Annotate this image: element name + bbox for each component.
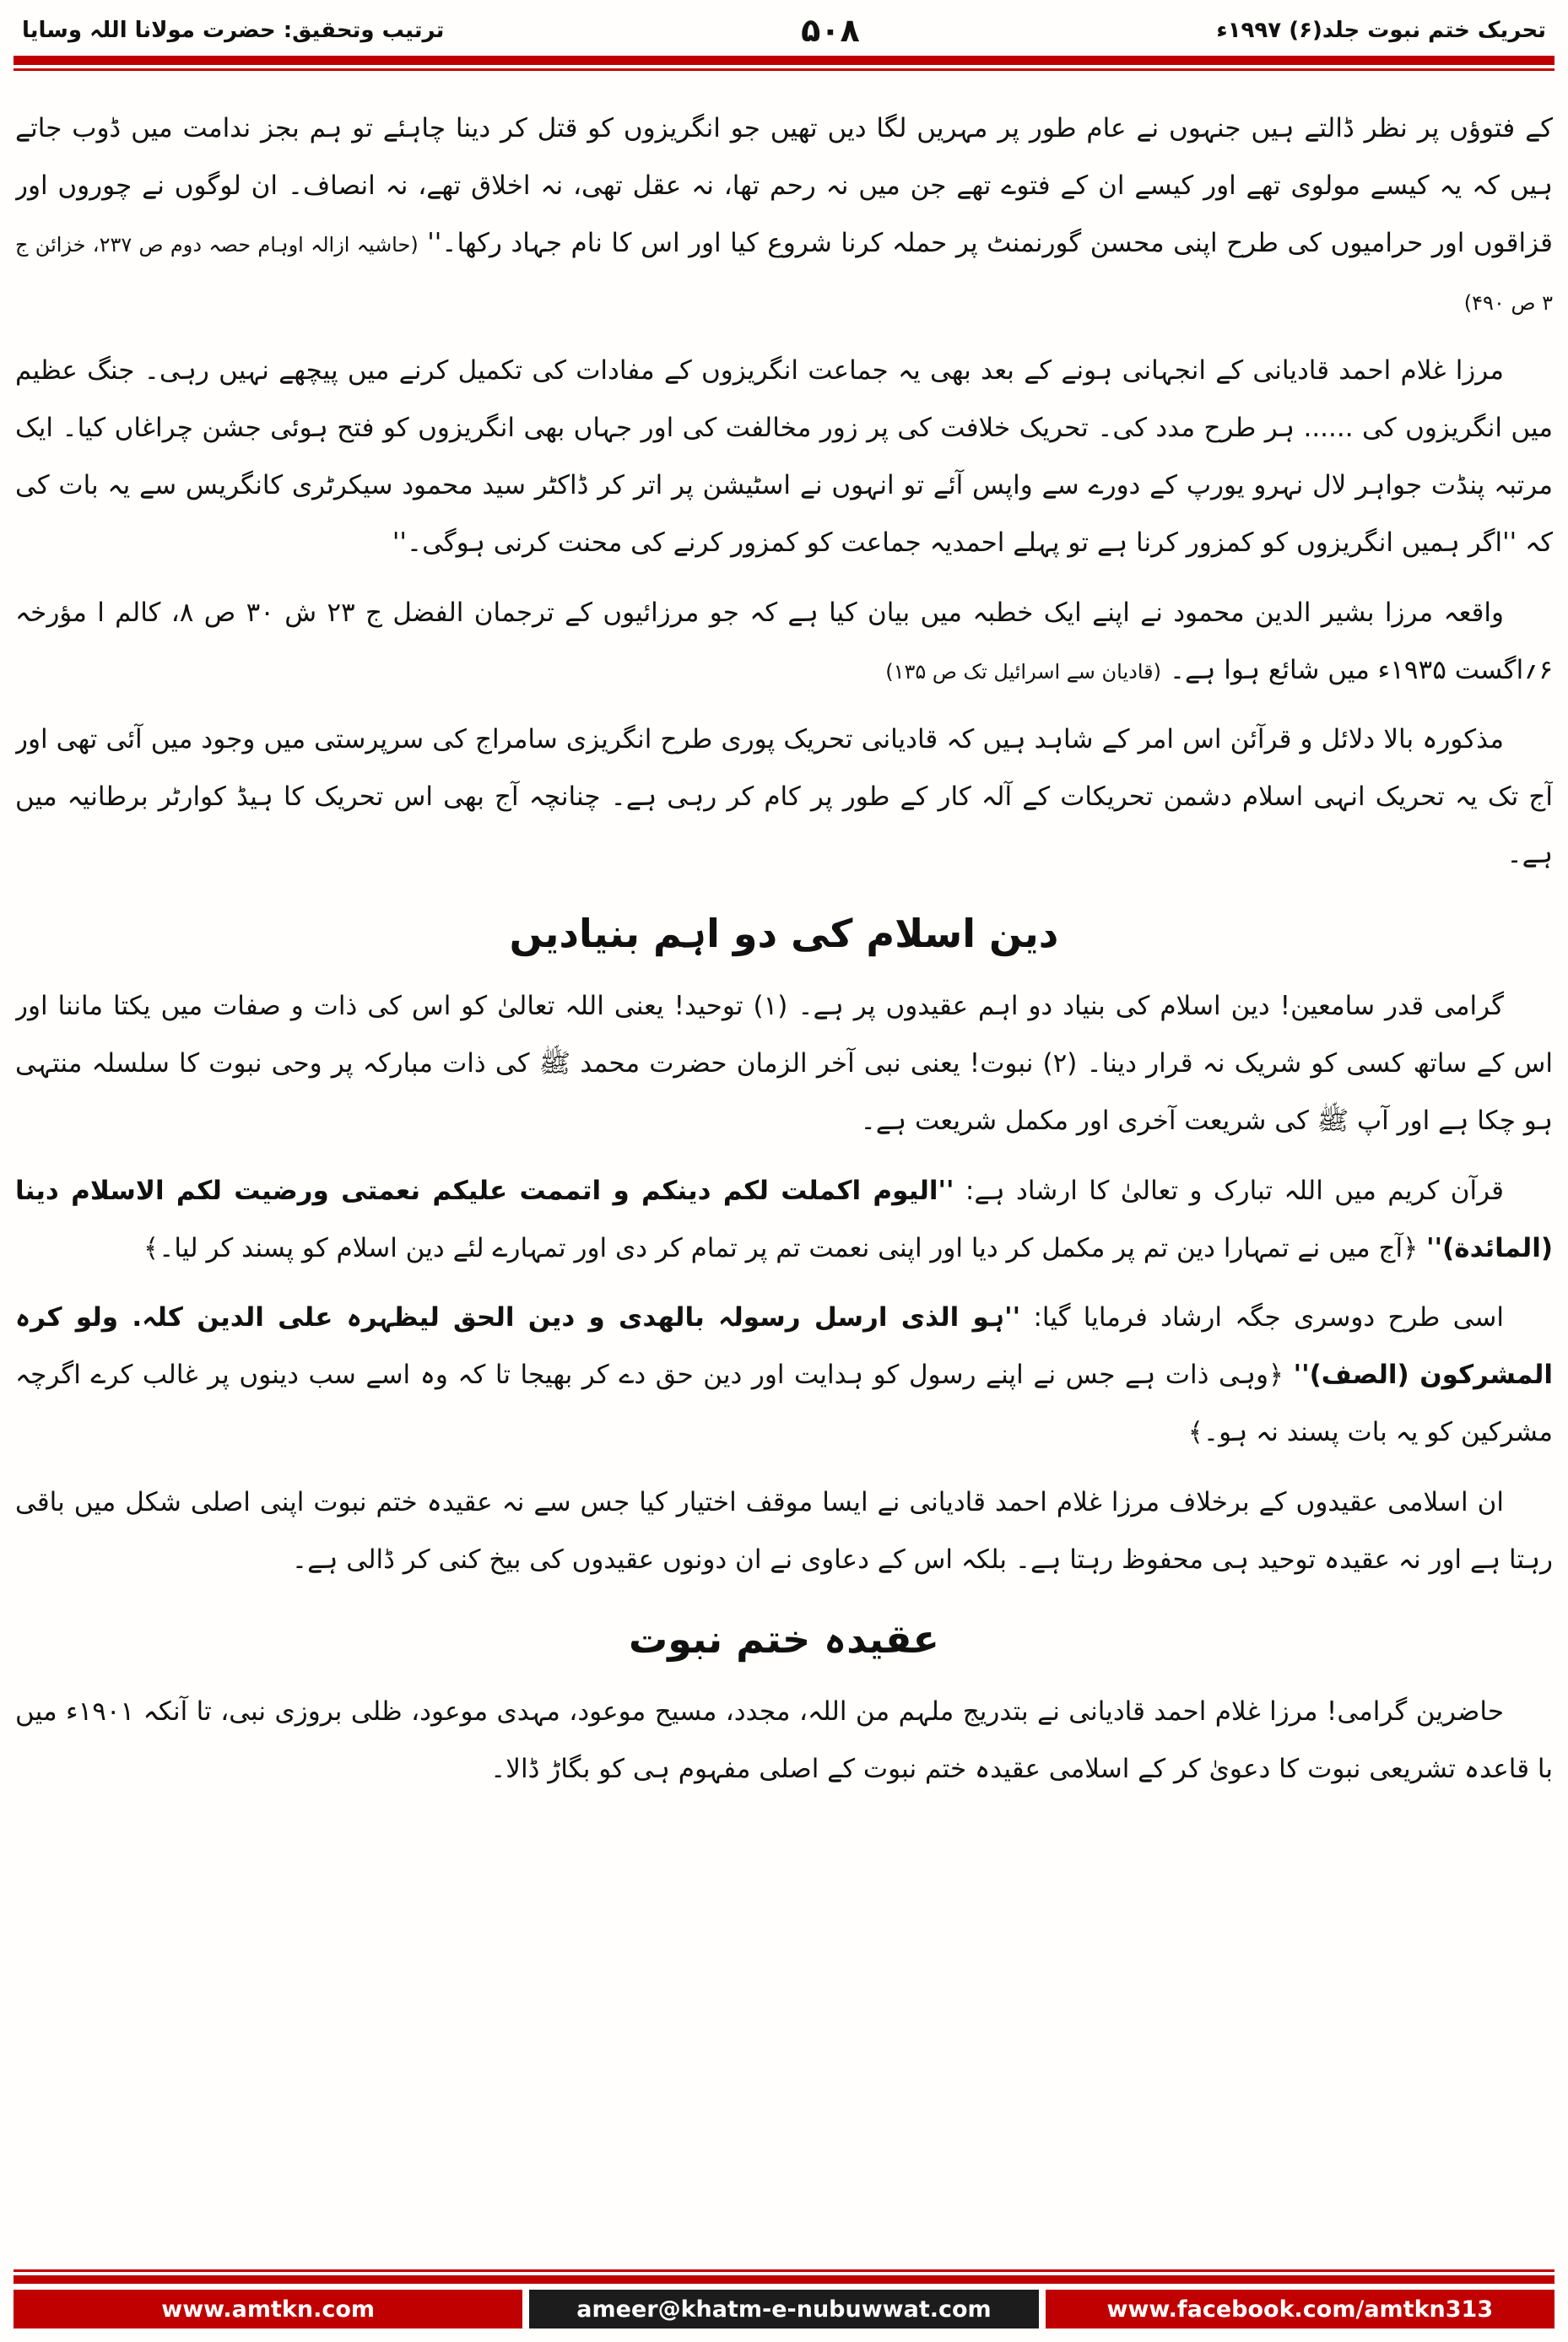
- section-heading: دین اسلام کی دو اہم بنیادیں: [509, 911, 1059, 957]
- paragraph: [15, 1162, 1553, 1277]
- footer-rule-thin: [14, 2269, 1554, 2272]
- page-number: ۵۰۸: [801, 12, 860, 49]
- page-footer: [14, 2269, 1554, 2328]
- footer-website-text: www.amtkn.com: [161, 2296, 376, 2323]
- footer-rule: [14, 2269, 1554, 2284]
- footer-email-link: [529, 2290, 1038, 2328]
- section-heading: عقیدہ ختم نبوت: [629, 1615, 939, 1662]
- footnote-reference: (قادیان سے اسرائیل تک ص ۱۳۵): [885, 659, 1161, 684]
- paragraph: [15, 1474, 1553, 1588]
- footnote-reference: (حاشیہ ازالہ اوہام حصہ دوم ص ۲۳۷، خزائن ج ۳ ص ۴۹۰): [15, 233, 1553, 315]
- header-rule-thin: [14, 68, 1554, 71]
- footer-facebook-text: www.facebook.com/amtkn313: [1106, 2296, 1494, 2323]
- quran-quote: ''ہو الذی ارسل رسولہ بالھدی و دین الحق لیظہرہ علی الدین کلہ. ولو کرہ المشرکون (الصف)'': [15, 1301, 1553, 1391]
- page-body: [15, 100, 1553, 2254]
- quote-intro: قرآن کریم میں اللہ تبارک و تعالیٰ کا ارشاد ہے:: [965, 1175, 1504, 1206]
- paragraph-text: ان اسلامی عقیدوں کے برخلاف مرزا غلام احمد قادیانی نے ایسا موقف اختیار کیا جس سے نہ عقیدہ ختم نبوت اپنی اصلی شکل میں باقی رہتا ہے اور نہ عقیدہ توحید ہی محفوظ رہتا ہے۔ بلکہ اس کے دعاوی نے ان دونوں عقیدوں کی بیخ کنی کر ڈالی ہے۔: [15, 1486, 1553, 1575]
- footer-email-text: ameer@khatm-e-nubuwwat.com: [576, 2296, 992, 2323]
- paragraph: [15, 1683, 1553, 1798]
- paragraph-text: گرامی قدر سامعین! دین اسلام کی بنیاد دو اہم عقیدوں پر ہے۔ (۱) توحید! یعنی اللہ تعالیٰ کو اس کی ذات و صفات میں یکتا ماننا اور اس کے ساتھ کسی کو شریک نہ قرار دینا۔ (۲) نبوت! یعنی نبی آخر الزمان حضرت محمد ﷺ کی ذات مبارکہ پر وحی نبوت کا سلسلہ منتہی ہو چکا ہے اور آپ ﷺ کی شریعت آخری اور مکمل شریعت ہے۔: [15, 991, 1553, 1137]
- footer-website-link: [14, 2290, 522, 2328]
- quote-translation: ﴿آج میں نے تمہارا دین تم پر مکمل کر دیا اور اپنی نعمت تم پر تمام کر دی اور تمہارے لئے دین اسلام کو پسند کر لیا۔﴾: [143, 1232, 1419, 1263]
- page-header: [0, 0, 1568, 54]
- book-title: تحریک ختم نبوت جلد(۶) ۱۹۹۷ء: [1216, 18, 1546, 43]
- paragraph-text: مرزا غلام احمد قادیانی کے انجہانی ہونے کے بعد بھی یہ جماعت انگریزوں کے مفادات کی تکمیل کرنے میں پیچھے نہیں رہی۔ جنگ عظیم میں انگریزوں کی ...... ہر طرح مدد کی۔ تحریک خلافت کی پر زور مخالفت کی اور جہاں بھی انگریزوں کو فتح ہوئی جشن چراغاں کیا۔ ایک مرتبہ پنڈت جواہر لال نہرو یورپ کے دورے سے واپس آئے تو انہوں نے اسٹیشن پر اتر کر ڈاکٹر سید محمود سیکرٹری کانگریس سے یہ بات کی کہ ''اگر ہمیں انگریزوں کو کمزور کرنا ہے تو پہلے احمدیہ جماعت کو کمزور کرنے کی محنت کرنی ہوگی۔'': [15, 354, 1553, 559]
- quote-translation: ﴿وہی ذات ہے جس نے اپنے رسول کو ہدایت اور دین حق دے کر بھیجا تا کہ وہ اسے سب دینوں پر غالب کرے اگرچہ مشرکین کو یہ بات پسند نہ ہو۔﴾: [15, 1360, 1553, 1448]
- paragraph: [15, 100, 1553, 330]
- credit-line: ترتیب وتحقیق: حضرت مولانا اللہ وسایا: [22, 18, 445, 43]
- footer-facebook-link: [1046, 2290, 1554, 2328]
- footer-rule-thick: [14, 2275, 1554, 2284]
- header-rule-thick: [14, 56, 1554, 65]
- paragraph: [15, 977, 1553, 1150]
- quote-intro: اسی طرح دوسری جگہ ارشاد فرمایا گیا:: [1033, 1301, 1504, 1333]
- paragraph: [15, 342, 1553, 572]
- paragraph-text: مذکورہ بالا دلائل و قرآئن اس امر کے شاہد ہیں کہ قادیانی تحریک پوری طرح انگریزی سامراج کی سرپرستی میں وجود میں آئی تھی اور آج تک یہ تحریک انہی اسلام دشمن تحریکات کے آلہ کار کے طور پر کام کر رہی ہے۔ چنانچہ آج بھی اس تحریک کا ہیڈ کوارٹر برطانیہ میں ہے۔: [15, 723, 1553, 870]
- paragraph-text: واقعہ مرزا بشیر الدین محمود نے اپنے ایک خطبہ میں بیان کیا ہے کہ جو مرزائیوں کے ترجمان الفضل ج ۲۳ ش ۳۰ ص ۸، کالم ا مؤرخہ ۶؍اگست ۱۹۳۵ء میں شائع ہوا ہے۔: [15, 597, 1553, 685]
- header-rule: [14, 56, 1554, 71]
- paragraph-text: حاضرین گرامی! مرزا غلام احمد قادیانی نے بتدریج ملہم من اللہ، مجدد، مسیح موعود، مہدی موعود، ظلی بروزی نبی، تا آنکہ ۱۹۰۱ء میں با قاعدہ تشریعی نبوت کا دعویٰ کر کے اسلامی عقیدہ ختم نبوت کے اصلی مفہوم ہی کو بگاڑ ڈالا۔: [15, 1696, 1553, 1784]
- paragraph: [15, 1289, 1553, 1462]
- paragraph: [15, 584, 1553, 699]
- paragraph: [15, 711, 1553, 884]
- quran-quote: ''الیوم اکملت لکم دینکم و اتممت علیکم نعمتی ورضیت لکم الاسلام دینا (المائدة)'': [15, 1175, 1553, 1263]
- paragraph-text: کے فتوؤں پر نظر ڈالتے ہیں جنہوں نے عام طور پر مہریں لگا دیں تھیں جو انگریزوں کو قتل کر دینا چاہئے تو ہم بجز ندامت میں ڈوب جاتے ہیں کہ یہ کیسے مولوی تھے اور کیسے ان کے فتوے تھے جن میں نہ رحم تھا، نہ عقل تھی، نہ اخلاق تھے، نہ انصاف۔ ان لوگوں نے چوروں اور قزاقوں اور حرامیوں کی طرح اپنی محسن گورنمنٹ پر حملہ کرنا شروع کیا اور اس کا نام جہاد رکھا۔'': [15, 113, 1553, 259]
- footer-bar: [14, 2290, 1554, 2328]
